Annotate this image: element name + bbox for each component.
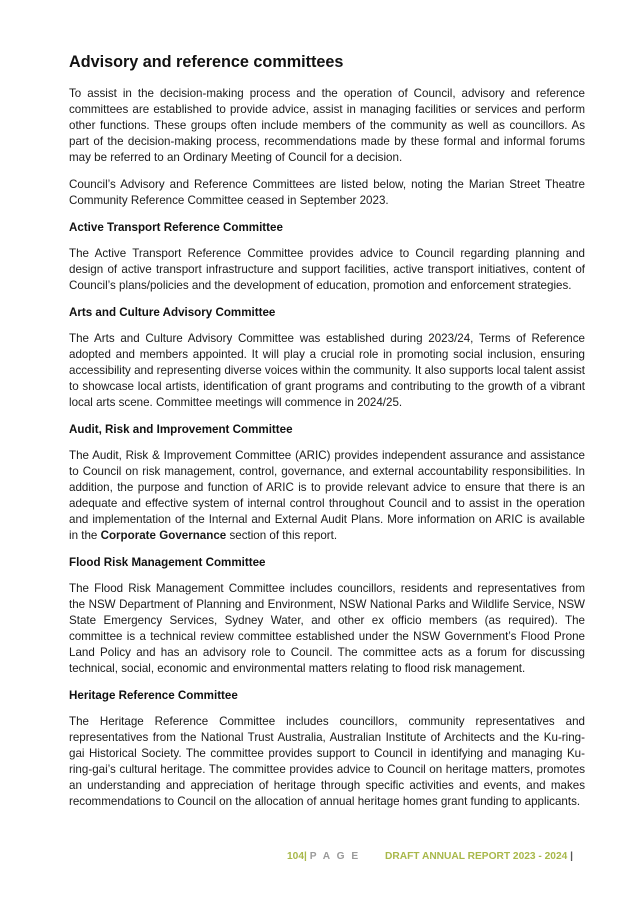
section-heading-active-transport: Active Transport Reference Committee — [69, 221, 283, 234]
page-title: Advisory and reference committees — [69, 53, 344, 71]
section-body-arts-culture: The Arts and Culture Advisory Committee was established during 2023/24, Terms of Reference adopted and members appointed. It will play a crucial role in promoting social inclusion, ensuring accessibility and representing diverse voices within the community. It also supports local talent assist to showcase local artists, identification of grant programs and contributing to the growth of a vibrant local arts scene. Committee meetings will commence in 2024/25. — [69, 332, 585, 409]
page-number: 104 — [287, 851, 304, 862]
intro-paragraph-1: To assist in the decision-making process and the operation of Council, advisory and reference committees are established to provide advice, assist in managing facilities or services and perform other functions. These groups often include members of the community as well as councillors. As part of the decision-making process, recommendations made by these formal and informal forums may be referred to an Ordinary Meeting of Council for a decision. — [69, 87, 585, 164]
footer-report-title — [385, 851, 573, 862]
corporate-governance-reference: Corporate Governance — [100, 529, 227, 542]
document-page — [69, 52, 585, 821]
page-separator: | — [304, 851, 307, 862]
audit-body-text-end: section of this report. — [226, 529, 338, 542]
section-body-active-transport: The Active Transport Reference Committee provides advice to Council regarding planning and design of active transport infrastructure and support facilities, active transport initiatives, content of Council’s plans/policies and the development of education, promotion and enforcement strategies. — [69, 247, 585, 292]
section-heading-audit-risk: Audit, Risk and Improvement Committee — [69, 423, 293, 436]
section-heading-heritage: Heritage Reference Committee — [69, 689, 238, 702]
report-separator: | — [570, 851, 573, 862]
audit-body-text: The Audit, Risk & Improvement Committee (ARIC) provides independent assurance and assistance to Council on risk management, control, governance, and external accountability responsibilities. In addition, the purpose and function of ARIC is to provide relevant advice to ensure that there is an adequate and effective system of internal control throughout Council and to assist in the operation and implementation of the Internal and External Audit Plans. More information on ARIC is available in the — [69, 449, 585, 542]
page-footer — [0, 851, 637, 867]
section-heading-arts-culture: Arts and Culture Advisory Committee — [69, 306, 276, 319]
report-title: DRAFT ANNUAL REPORT 2023 - 2024 — [385, 851, 568, 862]
intro-paragraph-2: Council’s Advisory and Reference Committees are listed below, noting the Marian Street Theatre Community Reference Committee ceased in September 2023. — [69, 178, 585, 207]
section-body-heritage: The Heritage Reference Committee includes councillors, community representatives and representatives from the National Trust Australia, Australian Institute of Architects and the Ku-ring-gai Historical Society. The committee provides support to Council in identifying and managing Ku-ring-gai’s cultural heritage. The committee provides advice to Council on heritage matters, promotes an understanding and appreciation of heritage through specific activities and events, and makes recommendations to Council on the allocation of annual heritage homes grant funding to applicants. — [69, 715, 585, 808]
section-body-audit-risk — [69, 448, 585, 544]
footer-page-number — [287, 851, 360, 862]
section-heading-flood-risk: Flood Risk Management Committee — [69, 556, 266, 569]
section-body-flood-risk: The Flood Risk Management Committee includes councillors, residents and representatives from the NSW Department of Planning and Environment, NSW National Parks and Wildlife Service, NSW State Emergency Services, Sydney Water, and other ex officio members (as required). The committee is a technical review committee established under the NSW Government’s Flood Prone Land Policy and has an advisory role to Council. The committee acts as a forum for discussing technical, social, economic and environmental matters relating to flood risk management. — [69, 582, 585, 675]
page-word: P A G E — [309, 851, 361, 862]
